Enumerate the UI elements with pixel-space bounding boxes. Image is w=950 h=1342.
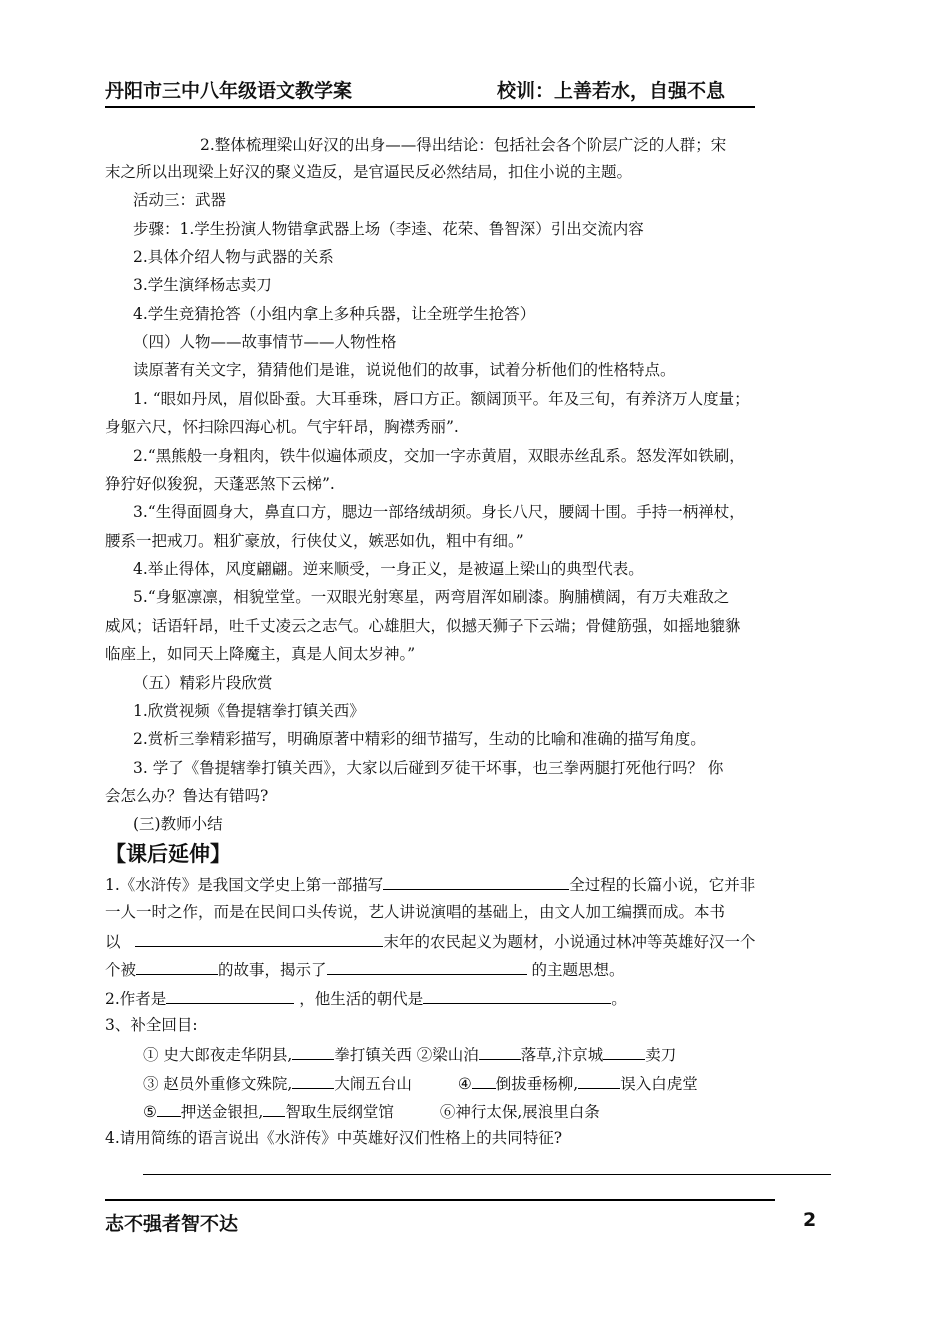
page-number: 2 [803,1209,817,1231]
answer-blank[interactable] [166,986,294,1004]
question-1-text: 末年的农民起义为题材，小说通过林冲等英雄好汉一个 [383,933,756,951]
chapter-text: ⑤ [143,1103,157,1121]
body-line: (三)教师小结 [133,815,223,833]
question-2-text: 。 [611,990,627,1008]
chapter-text: ③ 赵员外重修文殊院, [143,1075,293,1093]
body-line: 3. 学了《鲁提辖拳打镇关西》，大家以后碰到歹徒干坏事，也三拳两腿打死他行吗？ 你 [133,759,724,777]
body-line: 威风；话语轩昂，吐千丈凌云之志气。心雄胆大，似撼天狮子下云端；骨健筋强，如摇地貔貅 [105,617,741,635]
body-line: 临座上，如同天上降魔主，真是人间太岁神。” [105,645,416,663]
body-line: 活动三：武器 [133,191,227,209]
answer-blank[interactable] [327,957,527,975]
body-line: 1. “眼如丹凤，眉似卧蚕。大耳垂珠，唇口方正。额阔顶平。年及三旬，有养济万人度量； [133,390,750,408]
chapter-text: ① 史大郎夜走华阴县, [143,1046,293,1064]
exercise-line: 4.请用简练的语言说出《水浒传》中英雄好汉们性格上的共同特征? [105,1129,563,1147]
question-1-text: 的故事，揭示了 [218,961,327,979]
exercise-line [105,957,624,981]
question-2-text: 2.作者是 [105,990,167,1008]
body-line: 腰系一把戒刀。粗犷豪放，行侠仗义，嫉恶如仇，粗中有细。” [105,532,524,550]
answer-blank[interactable] [263,1099,285,1117]
body-line: 会怎么办？鲁达有错吗? [105,787,269,805]
body-line: 3.学生演绎杨志卖刀 [133,276,272,294]
body-line: 末之所以出现梁上好汉的聚义造反，是官逼民反必然结局，扣住小说的主题。 [105,163,633,181]
body-line: （四）人物——故事情节——人物性格 [133,333,397,351]
chapter-text: 误入白虎堂 [620,1075,698,1093]
question-2-text: ，他生活的朝代是 [294,990,424,1008]
body-line: 狰狞好似狻猊，天蓬恶煞下云梯”. [105,475,335,493]
chapter-text: 卖刀 [645,1046,677,1064]
body-line: 步骤：1.学生扮演人物错拿武器上场（李逵、花荣、鲁智深）引出交流内容 [133,220,644,238]
body-line: 2.整体梳理梁山好汉的出身——得出结论：包括社会各个阶层广泛的人群；宋 [200,136,727,154]
body-line: 读原著有关文字，猜猜他们是谁，说说他们的故事，试着分析他们的性格特点。 [133,361,676,379]
answer-line[interactable] [143,1174,831,1175]
body-line: 1.欣赏视频《鲁提辖拳打镇关西》 [133,702,365,720]
chapter-text: 拳打镇关西 ②梁山泊 [334,1046,479,1064]
chapter-title-row [143,1042,676,1066]
chapter-text: 智取生辰纲堂馆 [285,1103,394,1121]
chapter-text: 落草,汴京城 [520,1046,604,1064]
exercise-line: 3、补全回目: [105,1016,198,1034]
question-1-text: 个被 [105,961,137,979]
answer-blank[interactable] [472,1071,496,1089]
exercise-line [105,872,755,896]
question-1-text: 以 [105,933,126,951]
chapter-text: ⑥神行太保,展浪里白条 [439,1103,600,1121]
answer-blank[interactable] [292,1071,334,1089]
question-1-text: 1.《水浒传》是我国文学史上第一部描写 [105,876,384,894]
answer-blank[interactable] [578,1071,620,1089]
body-line: 4.学生竞猜抢答（小组内拿上多种兵器，让全班学生抢答） [133,305,536,323]
section-title: 【课后延伸】 [105,842,231,866]
answer-blank[interactable] [423,986,611,1004]
body-line: （五）精彩片段欣赏 [133,674,273,692]
answer-blank[interactable] [603,1042,645,1060]
exercise-line [105,929,755,953]
body-line: 4.举止得体，风度翩翩。逆来顺受，一身正义，是被逼上梁山的典型代表。 [133,560,644,578]
chapter-text: 押送金银担, [180,1103,264,1121]
chapter-text: 倒拔垂杨柳, [495,1075,579,1093]
answer-blank[interactable] [479,1042,521,1060]
chapter-text: ④ [457,1075,472,1093]
answer-blank[interactable] [292,1042,334,1060]
body-line: 2.“黑熊般一身粗肉，铁牛似遍体顽皮，交加一字赤黄眉，双眼赤丝乱系。怒发浑如铁刷， [133,447,745,465]
body-line: 2.赏析三拳精彩描写，明确原著中精彩的细节描写，生动的比喻和准确的描写角度。 [133,730,706,748]
header-school-title: 丹阳市三中八年级语文教学案 [105,80,353,102]
body-line: 2.具体介绍人物与武器的关系 [133,248,334,266]
exercise-line: 一人一时之作，而是在民间口头传说，艺人讲说演唱的基础上，由文人加工编撰而成。本书 [105,903,726,921]
chapter-text: 大闹五台山 [334,1075,412,1093]
chapter-title-row [143,1099,600,1123]
header-motto: 校训：上善若水，自强不息 [497,80,726,102]
body-line: 身躯六尺，怀扫除四海心机。气宇轩昂，胸襟秀丽”. [105,418,459,436]
body-line: 3.“生得面圆身大，鼻直口方，腮边一部络绒胡须。身长八尺，腰阔十围。手持一柄禅杖， [133,503,745,521]
answer-blank[interactable] [157,1099,181,1117]
question-1-text: 的主题思想。 [526,961,625,979]
footer-divider [105,1199,775,1201]
question-1-text: 全过程的长篇小说，它并非 [569,876,756,894]
page-header [105,76,755,108]
body-line: 5.“身躯凛凛，相貌堂堂。一双眼光射寒星，两弯眉浑如刷漆。胸脯横阔，有万夫难敌之 [133,588,730,606]
footer-motto: 志不强者智不达 [105,1213,239,1235]
exercise-line [105,986,627,1010]
answer-blank[interactable] [383,872,569,890]
chapter-title-row [143,1071,698,1095]
answer-blank[interactable] [136,957,218,975]
answer-blank[interactable] [135,929,383,947]
